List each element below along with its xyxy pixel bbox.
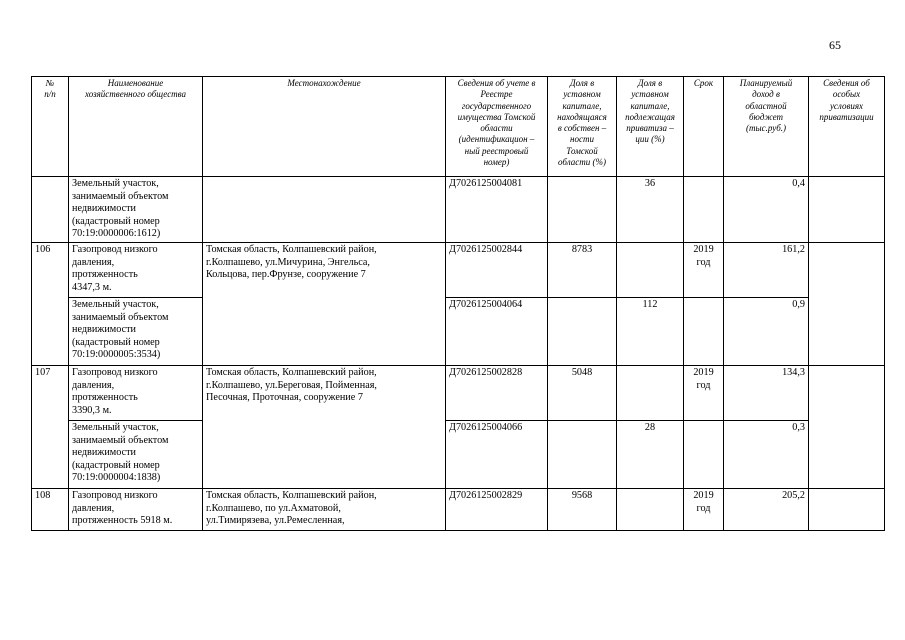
cell-share-owned	[548, 298, 617, 366]
cell-share-privatized: 112	[617, 298, 684, 366]
cell-registry: Д7026125004064	[446, 298, 548, 366]
cell-share-owned	[548, 177, 617, 243]
cell-location: Томская область, Колпашевский район, г.Колпашево, ул.Мичурина, Энгельса, Кольцова, пер.Фрунзе, сооружение 7	[203, 243, 446, 366]
cell-term	[684, 177, 724, 243]
header-num: № п/п	[32, 77, 69, 177]
cell-share-privatized	[617, 243, 684, 298]
cell-share-privatized	[617, 366, 684, 421]
cell-conditions	[809, 243, 885, 366]
table-row	[32, 489, 885, 531]
cell-income: 0,9	[724, 298, 809, 366]
cell-name: Земельный участок, занимаемый объектом недвижимости (кадастровый номер 70:19:0000004:1838)	[69, 421, 203, 489]
cell-location: Томская область, Колпашевский район, г.Колпашево, ул.Береговая, Пойменная, Песочная, Проточная, сооружение 7	[203, 366, 446, 489]
cell-registry: Д7026125002829	[446, 489, 548, 531]
cell-term: 2019 год	[684, 243, 724, 298]
header-row	[32, 77, 885, 177]
cell-name: Земельный участок, занимаемый объектом недвижимости (кадастровый номер 70:19:0000006:1612)	[69, 177, 203, 243]
table-row	[32, 421, 885, 489]
cell-registry: Д7026125004081	[446, 177, 548, 243]
table-row	[32, 177, 885, 243]
cell-num	[32, 177, 69, 243]
header-share-owned: Доля в уставном капитале, находящаяся в собствен – ности Томской области (%)	[548, 77, 617, 177]
cell-num: 108	[32, 489, 69, 531]
cell-share-privatized	[617, 489, 684, 531]
cell-share-owned	[548, 421, 617, 489]
cell-income: 0,3	[724, 421, 809, 489]
table-row	[32, 243, 885, 298]
cell-income: 134,3	[724, 366, 809, 421]
cell-registry: Д7026125002844	[446, 243, 548, 298]
header-share-privatized: Доля в уставном капитале, подлежащая приватиза – ции (%)	[617, 77, 684, 177]
cell-conditions	[809, 177, 885, 243]
cell-location	[203, 177, 446, 243]
cell-term	[684, 421, 724, 489]
cell-name: Газопровод низкого давления, протяженность 4347,3 м.	[69, 243, 203, 298]
cell-conditions	[809, 489, 885, 531]
header-income: Планируемый доход в областной бюджет (тыс.руб.)	[724, 77, 809, 177]
cell-conditions	[809, 366, 885, 489]
cell-share-owned: 8783	[548, 243, 617, 298]
table-row	[32, 366, 885, 421]
header-location: Местонахождение	[203, 77, 446, 177]
cell-num: 106	[32, 243, 69, 366]
cell-share-privatized: 36	[617, 177, 684, 243]
cell-name: Земельный участок, занимаемый объектом недвижимости (кадастровый номер 70:19:0000005:3534)	[69, 298, 203, 366]
cell-name: Газопровод низкого давления, протяженность 3390,3 м.	[69, 366, 203, 421]
cell-num: 107	[32, 366, 69, 489]
cell-location: Томская область, Колпашевский район, г.Колпашево, по ул.Ахматовой, ул.Тимирязева, ул.Ремесленная,	[203, 489, 446, 531]
header-conditions: Сведения об особых условиях приватизации	[809, 77, 885, 177]
cell-share-owned: 9568	[548, 489, 617, 531]
header-term: Срок	[684, 77, 724, 177]
cell-name: Газопровод низкого давления, протяженность 5918 м.	[69, 489, 203, 531]
cell-term	[684, 298, 724, 366]
cell-share-owned: 5048	[548, 366, 617, 421]
table-row	[32, 298, 885, 366]
page-number: 65	[829, 38, 841, 52]
cell-income: 205,2	[724, 489, 809, 531]
cell-term: 2019 год	[684, 366, 724, 421]
cell-income: 161,2	[724, 243, 809, 298]
cell-share-privatized: 28	[617, 421, 684, 489]
cell-registry: Д7026125004066	[446, 421, 548, 489]
cell-income: 0,4	[724, 177, 809, 243]
header-registry: Сведения об учете в Реестре государственного имущества Томской области (идентификацион – ный реестровый номер)	[446, 77, 548, 177]
privatization-table	[31, 76, 885, 531]
header-name: Наименование хозяйственного общества	[69, 77, 203, 177]
cell-registry: Д7026125002828	[446, 366, 548, 421]
cell-term: 2019 год	[684, 489, 724, 531]
